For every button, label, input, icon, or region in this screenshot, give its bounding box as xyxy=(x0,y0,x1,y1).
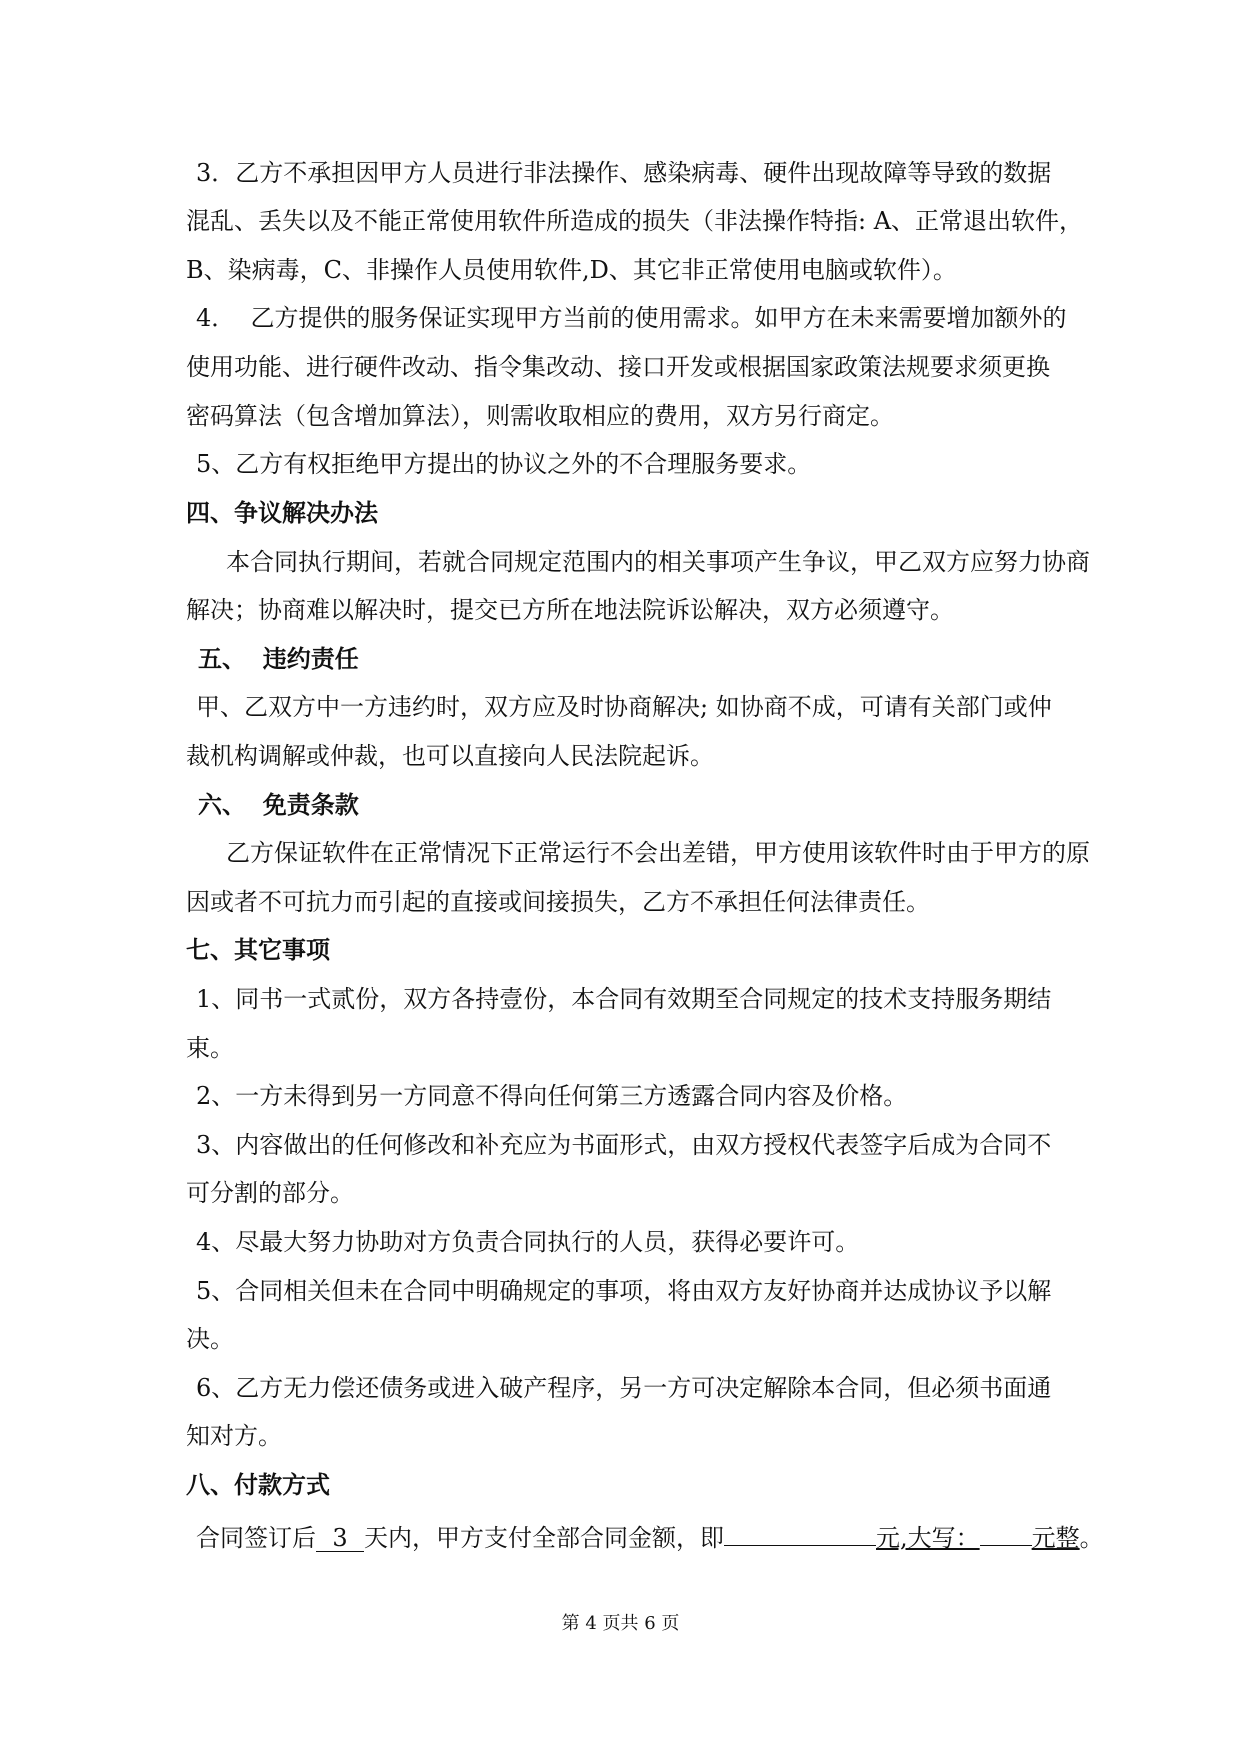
clause-4-line-3: 密码算法（包含增加算法），则需收取相应的费用，双方另行商定。 xyxy=(186,402,894,430)
section-7-item-3-line-2: 可分割的部分。 xyxy=(186,1179,354,1207)
clause-3-line-3: B、染病毒，C、非操作人员使用软件,D、其它非正常使用电脑或软件）。 xyxy=(186,256,957,284)
section-7-item-1-line-2: 束。 xyxy=(186,1034,234,1062)
clause-4-line-1: 4． 乙方提供的服务保证实现甲方当前的使用需求。如甲方在未来需要增加额外的 xyxy=(196,304,1067,332)
payment-text-1: 合同签订后 xyxy=(196,1524,316,1552)
payment-text-3: 元,大写： xyxy=(876,1524,980,1552)
clause-3-line-1: 3．乙方不承担因甲方人员进行非法操作、感染病毒、硬件出现故障等导致的数据 xyxy=(196,159,1052,187)
section-4-para-line-1: 本合同执行期间，若就合同规定范围内的相关事项产生争议，甲乙双方应努力协商 xyxy=(226,548,1090,576)
clause-4-line-2: 使用功能、进行硬件改动、指令集改动、接口开发或根据国家政策法规要求须更换 xyxy=(186,353,1050,381)
section-4-heading: 四、争议解决办法 xyxy=(186,499,378,527)
section-7-heading: 七、其它事项 xyxy=(186,936,330,964)
section-5-heading: 五、 违约责任 xyxy=(198,645,359,673)
payment-days-field: 3 xyxy=(316,1525,364,1552)
page-number-footer: 第 4 页共 6 页 xyxy=(561,1613,680,1634)
section-5-para-line-1: 甲、乙双方中一方违约时，双方应及时协商解决; 如协商不成，可请有关部门或仲 xyxy=(196,693,1052,721)
section-7-item-5-line-2: 决。 xyxy=(186,1325,234,1353)
clause-3-line-2: 混乱、丢失以及不能正常使用软件所造成的损失（非法操作特指: A、正常退出软件， xyxy=(186,207,1084,235)
payment-text-end: 。 xyxy=(1079,1524,1104,1552)
section-7-item-5-line-1: 5、合同相关但未在合同中明确规定的事项，将由双方友好协商并达成协议予以解 xyxy=(196,1277,1052,1305)
section-5-para-line-2: 裁机构调解或仲裁，也可以直接向人民法院起诉。 xyxy=(186,742,714,770)
section-6-heading: 六、 免责条款 xyxy=(198,791,359,819)
section-8-heading: 八、付款方式 xyxy=(186,1471,330,1499)
payment-text-2: 天内，甲方支付全部合同金额，即 xyxy=(364,1524,724,1552)
payment-text-4: 元整 xyxy=(1031,1524,1080,1552)
section-6-para-line-1: 乙方保证软件在正常情况下正常运行不会出差错，甲方使用该软件时由于甲方的原 xyxy=(226,839,1090,867)
section-6-para-line-2: 因或者不可抗力而引起的直接或间接损失，乙方不承担任何法律责任。 xyxy=(186,888,930,916)
payment-line xyxy=(196,1519,1104,1553)
section-4-para-line-2: 解决；协商难以解决时，提交已方所在地法院诉讼解决，双方必须遵守。 xyxy=(186,596,954,624)
section-7-item-2: 2、一方未得到另一方同意不得向任何第三方透露合同内容及价格。 xyxy=(196,1082,908,1110)
section-7-item-6-line-1: 6、乙方无力偿还债务或进入破产程序，另一方可决定解除本合同，但必须书面通 xyxy=(196,1374,1052,1402)
clause-5-line-1: 5、乙方有权拒绝甲方提出的协议之外的不合理服务要求。 xyxy=(196,450,812,478)
payment-amount-words-blank xyxy=(980,1519,1032,1546)
section-7-item-6-line-2: 知对方。 xyxy=(186,1422,282,1450)
section-7-item-3-line-1: 3、内容做出的任何修改和补充应为书面形式，由双方授权代表签字后成为合同不 xyxy=(196,1131,1052,1159)
payment-amount-blank xyxy=(724,1519,876,1546)
section-7-item-1-line-1: 1、同书一式贰份，双方各持壹份，本合同有效期至合同规定的技术支持服务期结 xyxy=(196,985,1052,1013)
section-7-item-4: 4、尽最大努力协助对方负责合同执行的人员，获得必要许可。 xyxy=(196,1228,860,1256)
